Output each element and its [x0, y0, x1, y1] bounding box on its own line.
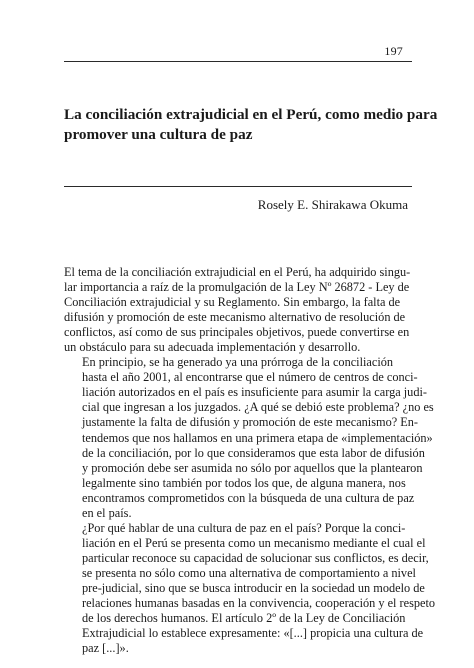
text-line: El tema de la conciliación extrajudicial en el Perú, ha adquirido singu-: [64, 265, 411, 279]
text-line: se presenta no sólo como una alternativa de comportamiento a nivel: [82, 565, 416, 580]
paragraph: [64, 265, 412, 355]
title-line: promover una cultura de paz: [64, 126, 253, 143]
text-line: paz [...]».: [82, 641, 129, 656]
text-line: un obstáculo para su adecuada implementación y desarrollo.: [64, 340, 361, 355]
article-title: [64, 105, 438, 145]
text-line: lar importancia a raíz de la promulgación de la Ley Nº 26872 - Ley de: [64, 280, 410, 295]
text-line: relaciones humanas basadas en la convivencia, cooperación y el respeto: [82, 596, 436, 611]
text-line: ¿Por qué hablar de una cultura de paz en el país? Porque la conci-: [82, 520, 406, 535]
text-line: legalmente sino también por todos los que, de alguna manera, nos: [82, 475, 406, 490]
body-text: [64, 265, 436, 656]
text-line: conflictos, así como de sus principales objetivos, puede convertirse en: [64, 325, 410, 340]
text-line: liación en el Perú se presenta como un mecanismo mediante el cual el: [82, 535, 426, 550]
page-number: 197: [384, 44, 403, 58]
text-line: Extrajudicial lo establece expresamente: «[...] propicia una cultura de: [82, 626, 424, 641]
title-line: La conciliación extrajudicial en el Perú, como medio para: [64, 106, 438, 123]
text-line: difusión y promoción de este mecanismo alternativo de resolución de: [64, 310, 406, 325]
text-line: encontramos comprometidos con la búsqueda de una cultura de paz: [82, 490, 415, 505]
text-line: de los derechos humanos. El artículo 2º de la Ley de Conciliación: [82, 611, 406, 626]
paragraph: [64, 355, 434, 521]
text-line: pre-judicial, sino que se busca introducir en la sociedad un modelo de: [82, 580, 425, 595]
text-line: Conciliación extrajudicial y su Reglamento. Sin embargo, la falta de: [64, 295, 401, 310]
text-line: tendemos que nos hallamos en una primera etapa de «implementación»: [82, 430, 433, 445]
title-rule: [64, 186, 412, 187]
text-line: particular reconoce su capacidad de solucionar sus conflictos, es decir,: [82, 550, 429, 565]
text-line: hasta el año 2001, al encontrarse que el número de centros de conci-: [82, 370, 418, 385]
text-line: En principio, se ha generado ya una prórroga de la conciliación: [82, 355, 394, 370]
header-rule: [64, 61, 412, 62]
text-line: liación autorizados en el país es insuficiente para asumir la carga judi-: [82, 385, 427, 400]
paragraph: [64, 520, 436, 656]
text-line: de la conciliación, por lo que consideramos que esta labor de difusión: [82, 445, 425, 460]
text-line: justamente la falta de difusión y promoción de este mecanismo? En-: [82, 415, 419, 430]
text-line: y promoción debe ser asumida no sólo por aquellos que la plantearon: [82, 460, 423, 475]
text-line: en el país.: [82, 505, 132, 520]
text-line: cial que ingresan a los juzgados. ¿A qué se debió este problema? ¿no es: [82, 400, 434, 415]
author-name: Rosely E. Shirakawa Okuma: [257, 197, 408, 212]
